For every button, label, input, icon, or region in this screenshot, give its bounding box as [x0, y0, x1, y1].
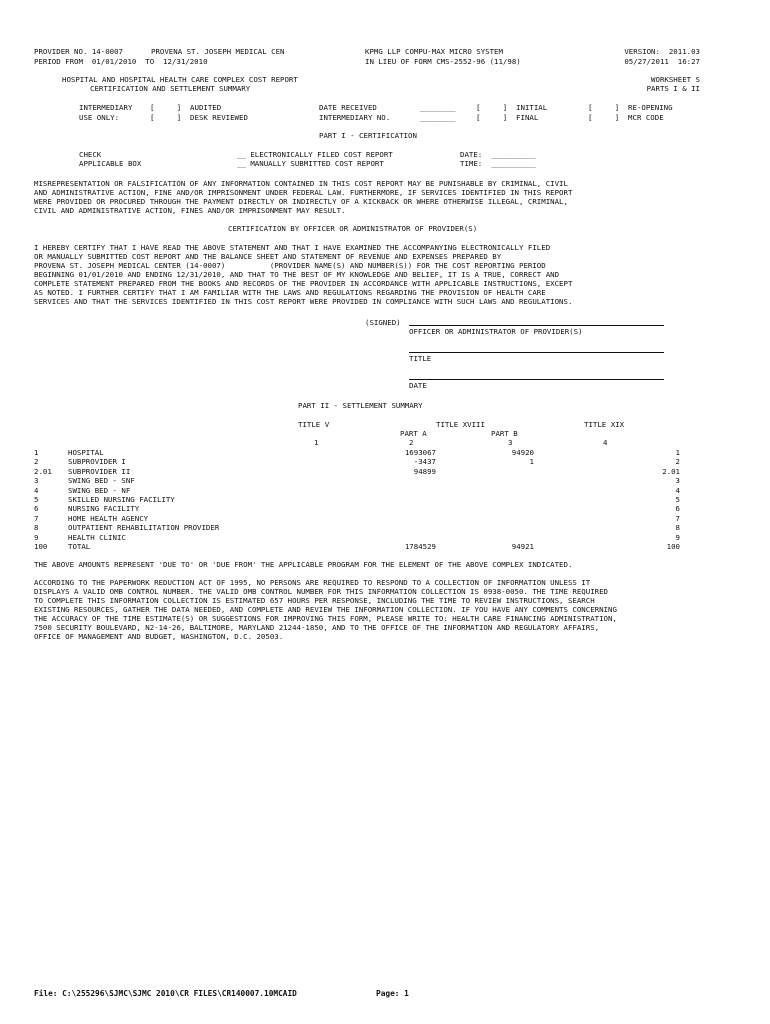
paperwork-line: EXISTING RESOURCES, GATHER THE DATA NEEDED, AND COMPLETE AND REVIEW THE INFORMATION COLLECTION. IF YOU HAVE ANY COMMENTS CONCERNING [34, 605, 617, 614]
paperwork-line: THE ACCURACY OF THE TIME ESTIMATE(S) OR SUGGESTIONS FOR IMPROVING THIS FORM, PLEASE WRITE TO: HEALTH CARE FINANCING ADMINISTRATION, [34, 614, 617, 623]
date-label: DATE [409, 381, 427, 390]
row-line-number: 2.01 [34, 467, 52, 476]
row-line-number-right: 5 [675, 495, 680, 504]
check-label: CHECK [79, 150, 102, 159]
row-line-number: 4 [34, 486, 39, 495]
row-part-b-amount: 94921 [511, 542, 534, 551]
date-line [409, 379, 664, 380]
certification-line: BEGINNING 01/01/2010 AND ENDING 12/31/2010, AND THAT TO THE BEST OF MY KNOWLEDGE AND BELIEF, IT IS A TRUE, CORRECT AND [34, 270, 560, 279]
certification-line: COMPLETE STATEMENT PREPARED FROM THE BOOKS AND RECORDS OF THE PROVIDER IN ACCORDANCE WITH APPLICABLE INSTRUCTIONS, EXCEPT [34, 279, 573, 288]
initial-checkbox: [ ] INITIAL [476, 103, 548, 112]
col-part-a: PART A [400, 429, 427, 438]
row-line-number-right: 2 [675, 457, 680, 466]
row-line-number: 6 [34, 504, 39, 513]
warning-line: AND ADMINISTRATIVE ACTION, FINE AND/OR IMPRISONMENT UNDER FEDERAL LAW. FURTHERMORE, IF SERVICES IDENTIFIED IN THIS REPORT [34, 188, 573, 197]
col-title-v: TITLE V [298, 420, 330, 429]
date-received-blank: ________ [420, 103, 456, 112]
parts-label: PARTS I & II [646, 84, 700, 93]
row-line-number-right: 100 [666, 542, 680, 551]
report-title: HOSPITAL AND HOSPITAL HEALTH CARE COMPLEX COST REPORT [62, 75, 298, 84]
warning-line: CIVIL AND ADMINISTRATIVE ACTION, FINES AND/OR IMPRISONMENT MAY RESULT. [34, 206, 346, 215]
paperwork-line: OFFICE OF MANAGEMENT AND BUDGET, WASHINGTON, D.C. 20503. [34, 632, 284, 641]
certification-line: OR MANUALLY SUBMITTED COST REPORT AND THE BALANCE SHEET AND STATEMENT OF REVENUE AND EXPENSES PREPARED BY [34, 252, 502, 261]
row-line-number: 2 [34, 457, 39, 466]
row-line-number-right: 3 [675, 476, 680, 485]
paperwork-line: 7500 SECURITY BOULEVARD, N2-14-26, BALTIMORE, MARYLAND 21244-1850, AND TO THE OFFICE OF THE INFORMATION AND REGULATORY AFFAIRS, [34, 623, 600, 632]
report-subtitle: CERTIFICATION AND SETTLEMENT SUMMARY [90, 84, 251, 93]
col-number: 4 [603, 438, 608, 447]
row-label: SWING BED - SNF [68, 476, 135, 485]
col-number: 3 [508, 438, 513, 447]
row-line-number: 5 [34, 495, 39, 504]
mcr-code-checkbox: [ ] MCR CODE [588, 113, 664, 122]
row-line-number-right: 4 [675, 486, 680, 495]
row-part-b-amount: 94920 [511, 448, 534, 457]
reopening-checkbox: [ ] RE-OPENING [588, 103, 673, 112]
row-line-number-right: 9 [675, 533, 680, 542]
certification-title: CERTIFICATION BY OFFICER OR ADMINISTRATOR OF PROVIDER(S) [228, 224, 478, 233]
row-part-a-amount: 94899 [413, 467, 436, 476]
row-part-a-amount: 1784529 [404, 542, 436, 551]
col-title-xix: TITLE XIX [584, 420, 625, 429]
officer-label: OFFICER OR ADMINISTRATOR OF PROVIDER(S) [409, 327, 583, 336]
settlement-note: THE ABOVE AMOUNTS REPRESENT 'DUE TO' OR 'DUE FROM' THE APPLICABLE PROGRAM FOR THE ELEMENT OF THE ABOVE COMPLEX INDICATED. [34, 560, 573, 569]
row-label: SUBPROVIDER II [68, 467, 131, 476]
row-line-number-right: 1 [675, 448, 680, 457]
system-name: KPMG LLP COMPU-MAX MICRO SYSTEM [365, 47, 503, 56]
row-line-number: 7 [34, 514, 39, 523]
row-line-number-right: 6 [675, 504, 680, 513]
row-part-a-amount: -3437 [413, 457, 436, 466]
row-label: TOTAL [68, 542, 91, 551]
certification-line: I HEREBY CERTIFY THAT I HAVE READ THE ABOVE STATEMENT AND THAT I HAVE EXAMINED THE ACCOMPANYING ELECTRONICALLY FILED [34, 243, 551, 252]
row-part-b-amount: 1 [529, 457, 534, 466]
row-label: HOSPITAL [68, 448, 104, 457]
applicable-box-label: APPLICABLE BOX [79, 159, 142, 168]
row-label: OUTPATIENT REHABILITATION PROVIDER [68, 523, 220, 532]
signed-label: (SIGNED) [365, 318, 401, 327]
footer-page-number: Page: 1 [376, 989, 409, 998]
date-received-label: DATE RECEIVED [319, 103, 377, 112]
final-checkbox: [ ] FINAL [476, 113, 539, 122]
row-line-number-right: 7 [675, 514, 680, 523]
row-line-number: 100 [34, 542, 48, 551]
paperwork-line: DISPLAYS A VALID OMB CONTROL NUMBER. THE VALID OMB CONTROL NUMBER FOR THIS INFORMATION COLLECTION IS 0938-0050. THE TIME REQUIRED [34, 587, 608, 596]
certification-line: SERVICES AND THAT THE SERVICES IDENTIFIED IN THIS COST REPORT WERE PROVIDED IN COMPLIANCE WITH SUCH LAWS AND REGULATIONS. [34, 297, 573, 306]
intermediary-label: INTERMEDIARY [79, 103, 133, 112]
reporting-period: PERIOD FROM 01/01/2010 TO 12/31/2010 [34, 57, 208, 66]
electronic-option: __ ELECTRONICALLY FILED COST REPORT [237, 150, 393, 159]
provider-number: PROVIDER NO. 14-0007 [34, 47, 123, 56]
warning-line: MISREPRESENTATION OR FALSIFICATION OF ANY INFORMATION CONTAINED IN THIS COST REPORT MAY BE PUNISHABLE BY CRIMINAL, CIVIL [34, 179, 568, 188]
row-label: SKILLED NURSING FACILITY [68, 495, 175, 504]
col-title-xviii: TITLE XVIII [436, 420, 485, 429]
row-label: SUBPROVIDER I [68, 457, 126, 466]
col-number: 2 [409, 438, 414, 447]
col-number: 1 [314, 438, 319, 447]
certification-line: AS NOTED. I FURTHER CERTIFY THAT I AM FAMILIAR WITH THE LAWS AND REGULATIONS REGARDING THE PROVISION OF HEALTH CARE [34, 288, 546, 297]
signature-line [409, 325, 664, 326]
row-line-number: 3 [34, 476, 39, 485]
row-line-number: 9 [34, 533, 39, 542]
row-line-number-right: 8 [675, 523, 680, 532]
manual-option: __ MANUALLY SUBMITTED COST REPORT [237, 159, 384, 168]
audited-checkbox: [ ] AUDITED [150, 103, 222, 112]
row-line-number: 1 [34, 448, 39, 457]
desk-reviewed-checkbox: [ ] DESK REVIEWED [150, 113, 248, 122]
form-reference: IN LIEU OF FORM CMS-2552-96 (11/98) [365, 57, 521, 66]
intermediary-no-label: INTERMEDIARY NO. [319, 113, 391, 122]
use-only-label: USE ONLY: [79, 113, 120, 122]
intermediary-no-blank: ________ [420, 113, 456, 122]
row-line-number-right: 2.01 [662, 467, 680, 476]
certification-line: PROVENA ST. JOSEPH MEDICAL CENTER (14-0007) (PROVIDER NAME(S) AND NUMBER(S)) FOR THE COST REPORTING PERIOD [34, 261, 546, 270]
row-label: HOME HEALTH AGENCY [68, 514, 149, 523]
worksheet-label: WORKSHEET S [651, 75, 700, 84]
row-label: SWING BED - NF [68, 486, 131, 495]
date-field: DATE: __________ [460, 150, 536, 159]
part1-title: PART I - CERTIFICATION [319, 131, 417, 140]
provider-name: PROVENA ST. JOSEPH MEDICAL CEN [151, 47, 285, 56]
row-label: NURSING FACILITY [68, 504, 140, 513]
footer-file-path: File: C:\255296\SJMC\SJMC 2010\CR FILES\CR140007.10MCAID [34, 989, 297, 998]
title-label: TITLE [409, 354, 432, 363]
col-part-b: PART B [491, 429, 518, 438]
report-datetime: 05/27/2011 16:27 [624, 57, 700, 66]
part2-title: PART II - SETTLEMENT SUMMARY [298, 401, 423, 410]
version: VERSION: 2011.03 [624, 47, 700, 56]
warning-line: WERE PROVIDED OR PROCURED THROUGH THE PAYMENT DIRECTLY OR INDIRECTLY OF A KICKBACK OR WHERE OTHERWISE ILLEGAL, CRIMINAL, [34, 197, 568, 206]
paperwork-line: ACCORDING TO THE PAPERWORK REDUCTION ACT OF 1995, NO PERSONS ARE REQUIRED TO RESPOND TO A COLLECTION OF INFORMATION UNLESS IT [34, 578, 591, 587]
time-field: TIME: __________ [460, 159, 536, 168]
row-part-a-amount: 1693067 [404, 448, 436, 457]
paperwork-line: TO COMPLETE THIS INFORMATION COLLECTION IS ESTIMATED 657 HOURS PER RESPONSE, INCLUDING THE TIME TO REVIEW INSTRUCTIONS, SEARCH [34, 596, 595, 605]
row-label: HEALTH CLINIC [68, 533, 126, 542]
row-line-number: 8 [34, 523, 39, 532]
title-line [409, 352, 664, 353]
